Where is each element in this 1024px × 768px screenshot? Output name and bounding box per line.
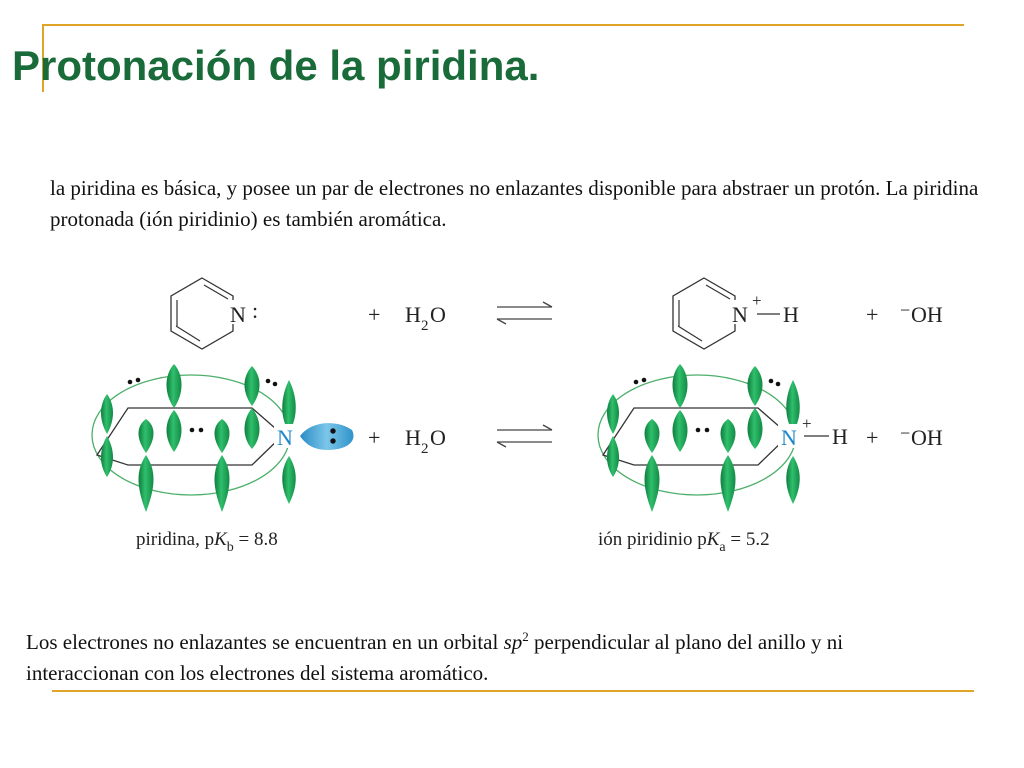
hydrogen-label: H: [832, 424, 848, 449]
orbital-note-paragraph: Los electrones no enlazantes se encuentran en un orbital $sp^2$ perpendicular al plano del anillo y ni interaccionan con los electrones del sistema aromático.: [26, 629, 844, 685]
svg-text:OH: OH: [911, 425, 943, 450]
svg-text:−: −: [900, 423, 911, 443]
pyridine-structure: [171, 278, 258, 349]
nitrogen-label: N: [277, 425, 293, 450]
accent-line-bottom: [52, 690, 974, 692]
water-formula: [405, 302, 446, 334]
nitrogen-label: N: [230, 302, 246, 327]
water-formula: [405, 425, 446, 457]
protonation-diagram: [80, 268, 960, 568]
equilibrium-arrows: [497, 302, 552, 324]
svg-text:O: O: [430, 425, 446, 450]
hydroxide-formula: [900, 423, 943, 450]
svg-text:O: O: [430, 302, 446, 327]
positive-charge: +: [752, 291, 762, 310]
pyridine-orbital-picture: [92, 364, 353, 512]
pyridinium-orbital-picture: [598, 364, 848, 512]
plus-sign: +: [368, 425, 381, 450]
plus-sign: +: [866, 425, 879, 450]
svg-text:−: −: [900, 300, 911, 320]
svg-text:2: 2: [421, 441, 429, 457]
lone-pair-dots: :: [252, 298, 259, 323]
intro-paragraph: la piridina es básica, y posee un par de electrones no enlazantes disponible para abstraer un protón. La piridina protonada (ión piridinio) es también aromática.: [50, 176, 979, 231]
nitrogen-label: N: [732, 302, 748, 327]
positive-charge: +: [802, 414, 812, 433]
plus-sign: +: [368, 302, 381, 327]
nitrogen-label: N: [781, 425, 797, 450]
orbital-sp: sp: [503, 630, 523, 654]
hydroxide-formula: [900, 300, 943, 327]
equilibrium-arrows: [497, 425, 552, 447]
svg-text:H: H: [405, 425, 421, 450]
pyridinium-pka-label: ión piridinio $pK_a = 5.2$: [598, 529, 770, 555]
pyridinium-structure: [673, 278, 799, 349]
svg-text:OH: OH: [911, 302, 943, 327]
svg-text:H: H: [405, 302, 421, 327]
pyridine-pkb-label: piridina, $pK_b = 8.8$: [136, 529, 278, 555]
accent-line-top: [42, 24, 964, 26]
plus-sign: +: [866, 302, 879, 327]
slide-title: Protonación de la piridina.: [12, 42, 540, 89]
hydrogen-label: H: [783, 302, 799, 327]
svg-text:2: 2: [421, 318, 429, 334]
